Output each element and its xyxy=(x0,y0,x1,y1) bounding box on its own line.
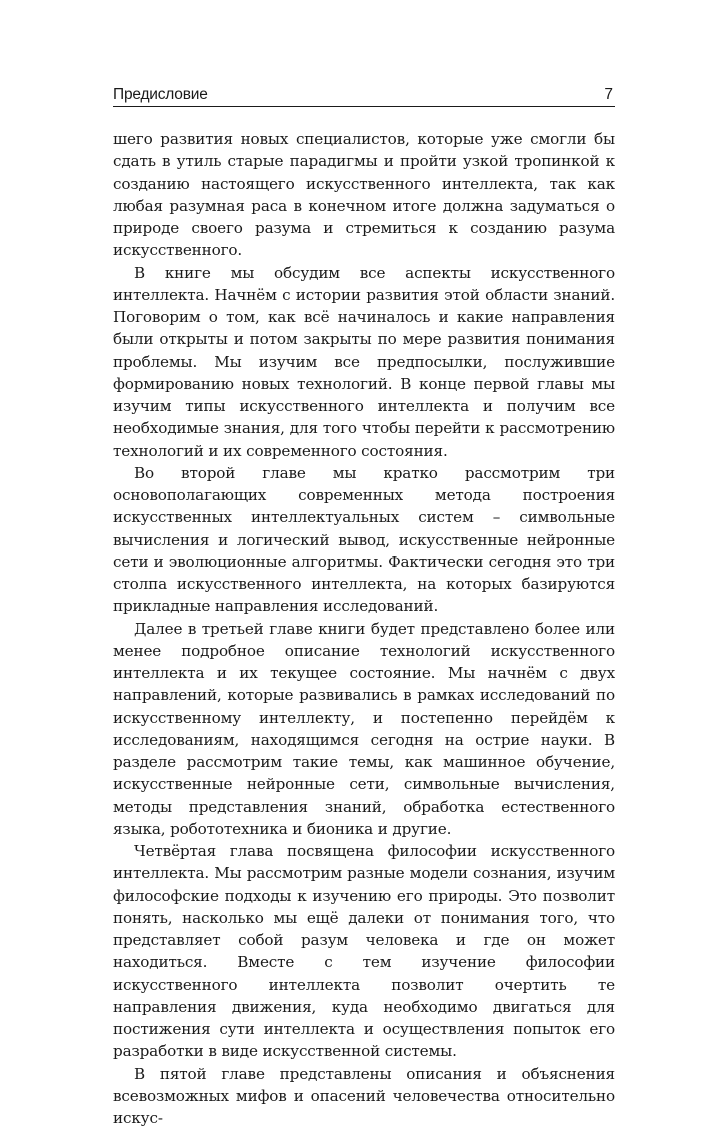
body-text xyxy=(113,128,615,1129)
paragraph: В пятой главе представлены описания и объяснения всевозможных мифов и опасений человечества относительно искус- xyxy=(113,1063,615,1129)
paragraph: В книге мы обсудим все аспекты искусственного интеллекта. Начнём с истории развития этой области знаний. Поговорим о том, как всё начиналось и какие направления были открыты и потом закрыты по мере развития понимания проблемы. Мы изучим все предпосылки, послужившие формированию новых технологий. В конце первой главы мы изучим типы искусственного интеллекта и получим все необходимые знания, для того чтобы перейти к рассмотрению технологий и их современного состояния. xyxy=(113,262,615,462)
paragraph: Далее в третьей главе книги будет представлено более или менее подробное описание технологий искусственного интеллекта и их текущее состояние. Мы начнём с двух направлений, которые развивались в рамках исследований по искусственному интеллекту, и постепенно перейдём к исследованиям, находящимся сегодня на острие науки. В разделе рассмотрим такие темы, как машинное обучение, искусственные нейронные сети, символьные вычисления, методы представления знаний, обработка естественного языка, робототехника и бионика и другие. xyxy=(113,618,615,841)
paragraph: Четвёртая глава посвящена философии искусственного интеллекта. Мы рассмотрим разные модели сознания, изучим философские подходы к изучению его природы. Это позволит понять, насколько мы ещё далеки от понимания того, что представляет собой разум человека и где он может находиться. Вместе с тем изучение философии искусственного интеллекта позволит очертить те направления движения, куда необходимо двигаться для постижения сути интеллекта и осуществления попыток его разработки в виде искусственной системы. xyxy=(113,840,615,1063)
running-head-title: Предисловие xyxy=(113,86,208,104)
paragraph-continuation: шего развития новых специалистов, которые уже смогли бы сдать в утиль старые парадигмы и пройти узкой тропинкой к созданию настоящего искусственного интеллекта, так как любая разумная раса в конечном итоге должна задуматься о природе своего разума и стремиться к созданию разума искусственного. xyxy=(113,128,615,262)
paragraph: Во второй главе мы кратко рассмотрим три основополагающих современных метода построения искусственных интеллектуальных систем – символьные вычисления и логический вывод, искусственные нейронные сети и эволюционные алгоритмы. Фактически сегодня это три столпа искусственного интеллекта, на которых базируются прикладные направления исследований. xyxy=(113,462,615,618)
running-head xyxy=(113,84,615,108)
page-number: 7 xyxy=(604,86,613,104)
header-rule xyxy=(113,106,615,107)
